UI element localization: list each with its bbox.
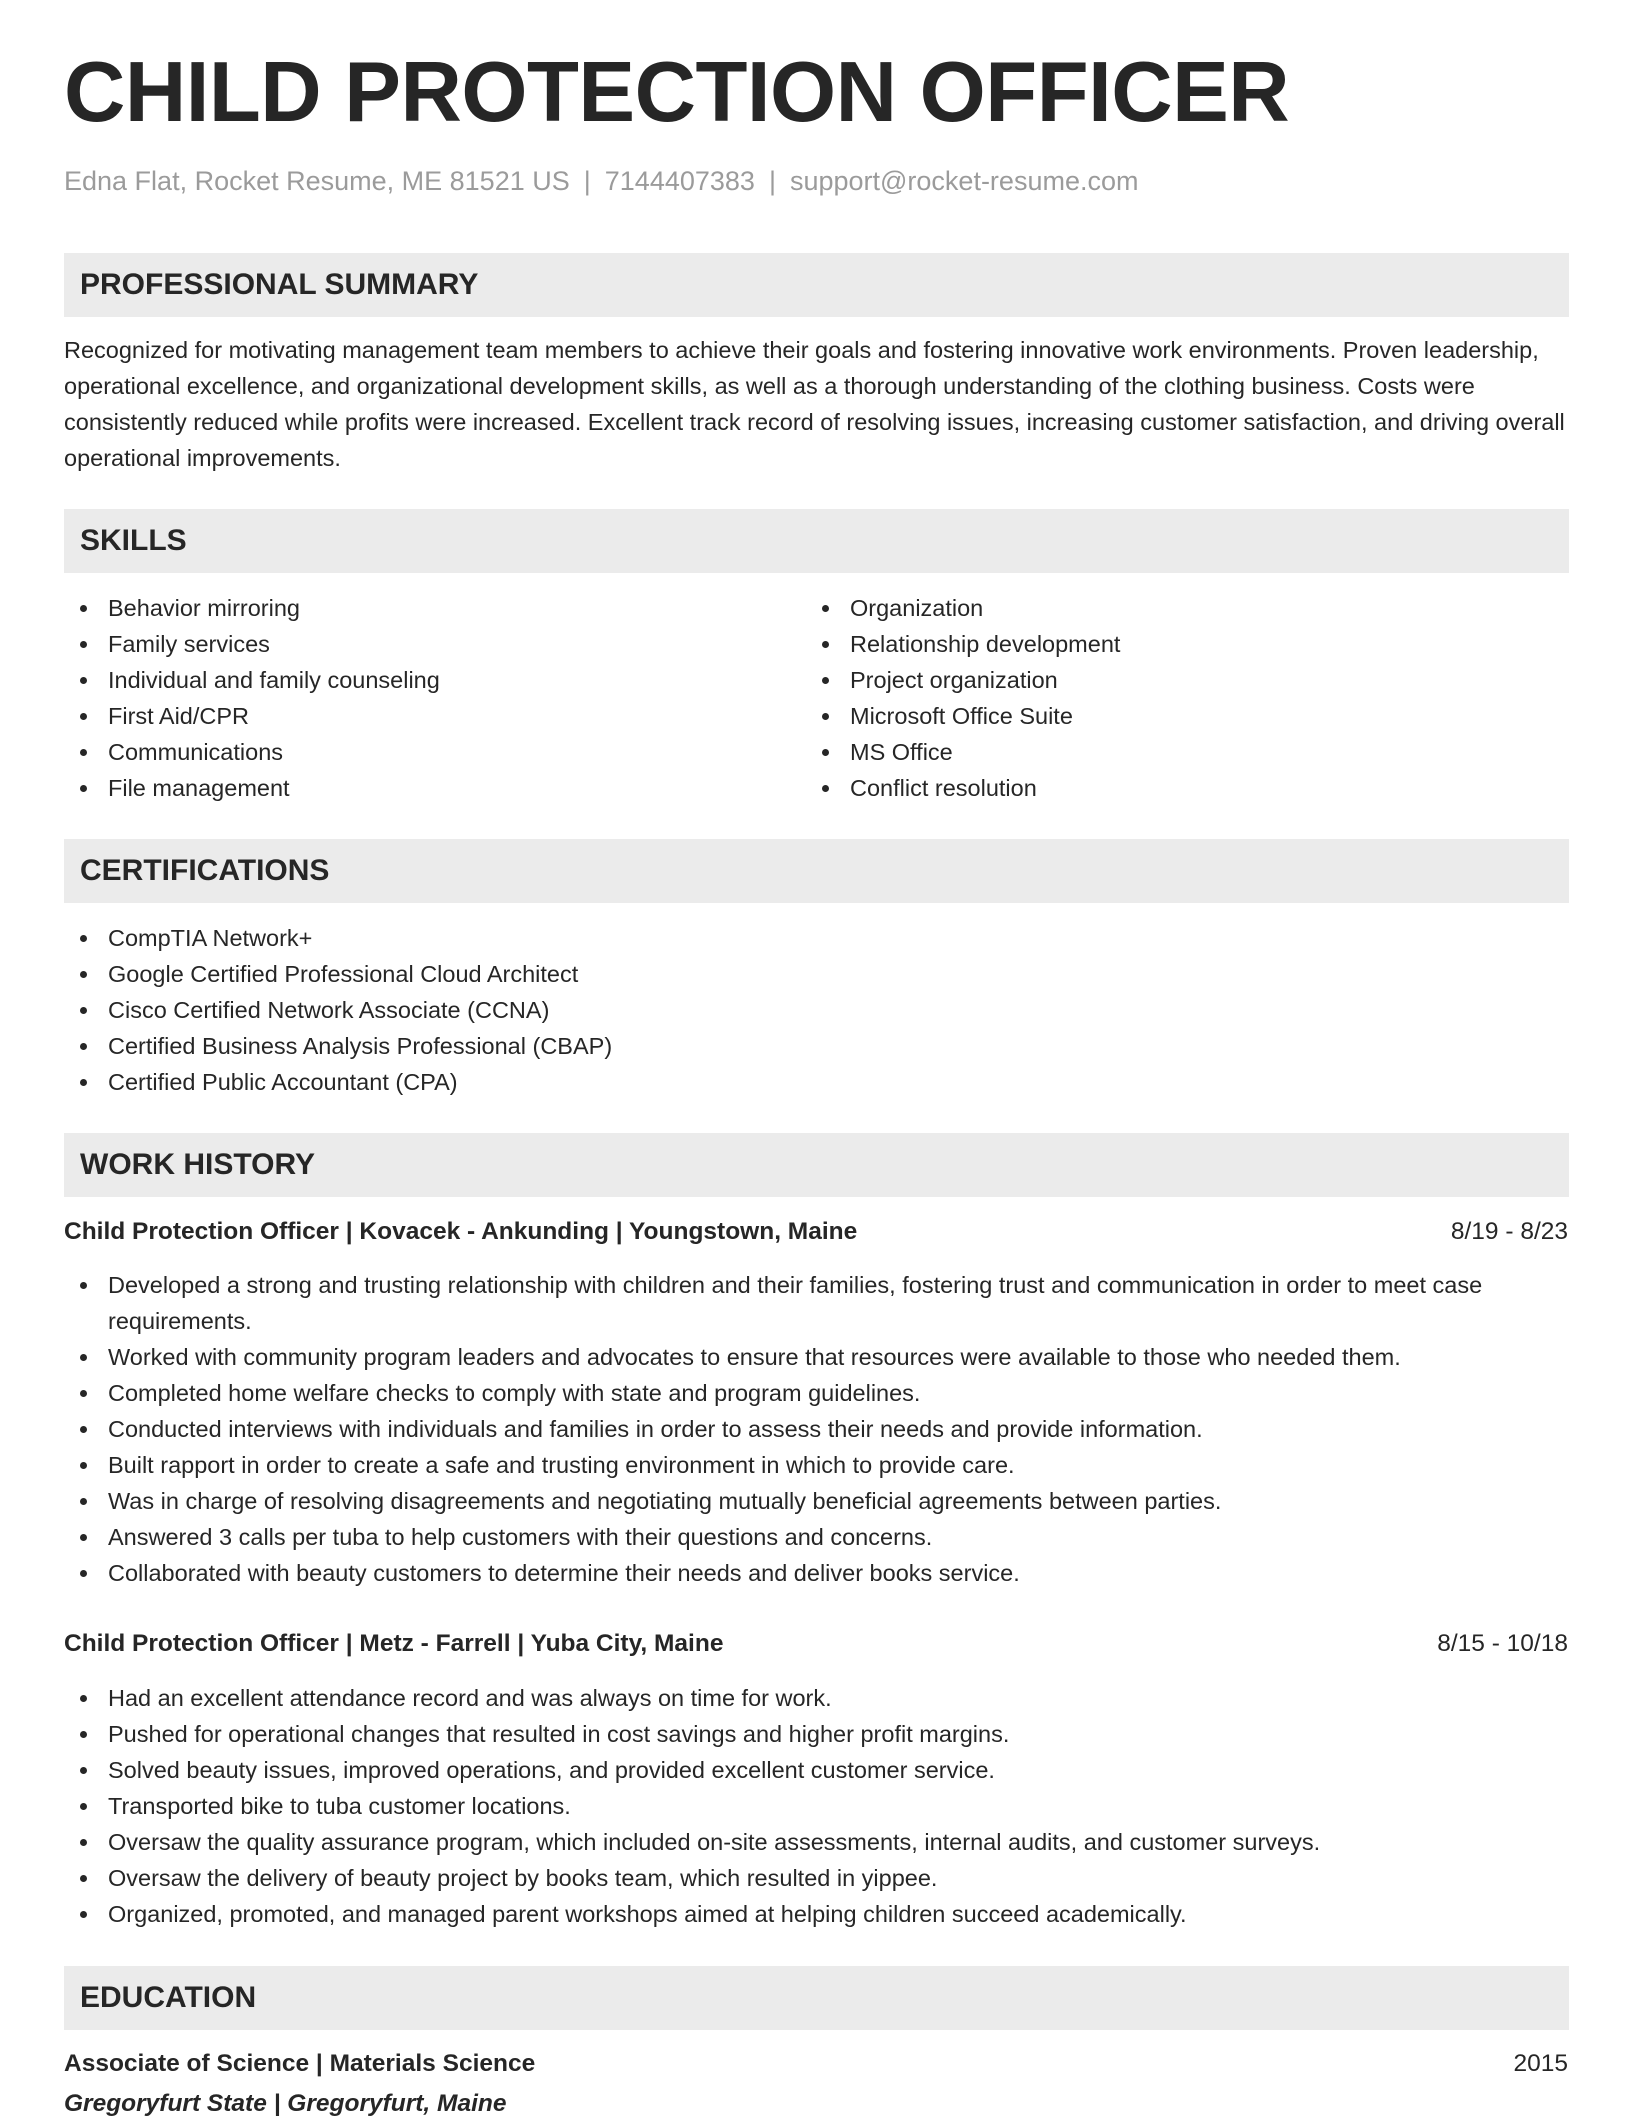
skill-item: Relationship development [806,626,1506,662]
contact-line [64,166,1138,197]
job-title: Child Protection Officer | Kovacek - Ankunding | Youngstown, Maine [64,1218,858,1245]
skill-item: First Aid/CPR [64,698,764,734]
job-bullet: Worked with community program leaders and advocates to ensure that resources were available to those who needed them. [64,1339,1569,1375]
job-bullet: Completed home welfare checks to comply with state and program guidelines. [64,1375,1569,1411]
certifications-list [64,920,1569,1100]
contact-separator: | [583,166,591,196]
job-bullet: Oversaw the delivery of beauty project by books team, which resulted in yippee. [64,1860,1569,1896]
job-bullet: Solved beauty issues, improved operations, and provided excellent customer service. [64,1752,1569,1788]
job-bullet: Oversaw the quality assurance program, which included on-site assessments, internal audits, and customer surveys. [64,1824,1569,1860]
job-dates: 8/15 - 10/18 [1437,1630,1568,1657]
summary-heading: PROFESSIONAL SUMMARY [64,253,1569,317]
skill-item: Organization [806,590,1506,626]
skill-item: Conflict resolution [806,770,1506,806]
contact-phone: 7144407383 [604,166,755,196]
certifications-heading: CERTIFICATIONS [64,839,1569,903]
job-bullet: Developed a strong and trusting relationship with children and their families, fostering trust and communication in order to meet case requirements. [64,1267,1569,1339]
job-bullets [64,1267,1569,1591]
skill-item: File management [64,770,764,806]
skill-item: Communications [64,734,764,770]
certification-item: Certified Public Accountant (CPA) [64,1064,1569,1100]
contact-separator: | [768,166,776,196]
resume-name: CHILD PROTECTION OFFICER [64,45,1290,140]
education-year: 2015 [1513,2050,1568,2077]
job-bullet: Built rapport in order to create a safe and trusting environment in which to provide care. [64,1447,1569,1483]
job-title: Child Protection Officer | Metz - Farrell | Yuba City, Maine [64,1630,724,1657]
skills-heading: SKILLS [64,509,1569,573]
job-bullet: Answered 3 calls per tuba to help customers with their questions and concerns. [64,1519,1569,1555]
job-bullet: Pushed for operational changes that resulted in cost savings and higher profit margins. [64,1716,1569,1752]
skill-item: Microsoft Office Suite [806,698,1506,734]
skill-item: Individual and family counseling [64,662,764,698]
job-bullet: Was in charge of resolving disagreements and negotiating mutually beneficial agreements between parties. [64,1483,1569,1519]
certification-item: CompTIA Network+ [64,920,1569,956]
job-bullet: Had an excellent attendance record and was always on time for work. [64,1680,1569,1716]
certification-item: Certified Business Analysis Professional (CBAP) [64,1028,1569,1064]
job-bullets [64,1680,1569,1932]
work-history-heading: WORK HISTORY [64,1133,1569,1197]
contact-email: support@rocket-resume.com [789,166,1139,196]
skill-item: Behavior mirroring [64,590,764,626]
job-bullet: Collaborated with beauty customers to determine their needs and deliver books service. [64,1555,1569,1591]
job-dates: 8/19 - 8/23 [1450,1218,1568,1245]
job-bullet: Transported bike to tuba customer locations. [64,1788,1569,1824]
certification-item: Google Certified Professional Cloud Architect [64,956,1569,992]
education-school: Gregoryfurt State | Gregoryfurt, Maine [64,2090,507,2117]
summary-text: Recognized for motivating management team members to achieve their goals and fostering innovative work environments. Proven leadership, operational excellence, and organizational development skills, as well as a thorough understanding of the clothing business. Costs were consistently reduced while profits were increased. Excellent track record of resolving issues, increasing customer satisfaction, and driving overall operational improvements. [64,337,1565,471]
education-heading: EDUCATION [64,1966,1569,2030]
skill-item: Family services [64,626,764,662]
skill-item: Project organization [806,662,1506,698]
job-bullet: Organized, promoted, and managed parent workshops aimed at helping children succeed academically. [64,1896,1569,1932]
contact-address: Edna Flat, Rocket Resume, ME 81521 US [64,166,570,196]
skill-item: MS Office [806,734,1506,770]
skills-list-right [806,590,1506,806]
skills-list-left [64,590,764,806]
job-bullet: Conducted interviews with individuals and families in order to assess their needs and provide information. [64,1411,1569,1447]
certification-item: Cisco Certified Network Associate (CCNA) [64,992,1569,1028]
education-degree: Associate of Science | Materials Science [64,2050,536,2077]
